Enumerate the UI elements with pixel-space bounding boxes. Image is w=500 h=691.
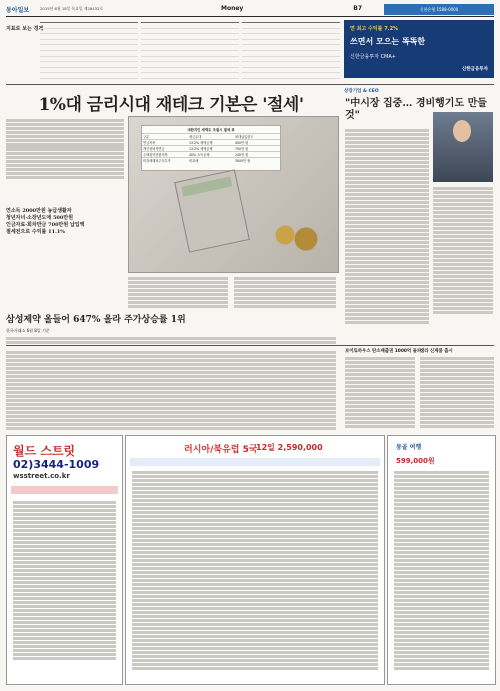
tax-cell: 13.2% 세액공제 — [189, 141, 213, 145]
ad-phone: 02)3444-1009 — [13, 458, 100, 471]
tax-cell: 비과세 — [189, 159, 199, 163]
ad-logo: 월드 스트릿 — [13, 444, 76, 458]
tax-table-row — [142, 133, 280, 139]
market-tables — [40, 22, 340, 80]
cma-banner-ad[interactable] — [344, 20, 494, 78]
tax-cell: 40% 소득공제 — [189, 153, 210, 157]
market-indicators-title: 지표로 보는 경제 — [6, 26, 44, 32]
tour-ad-title: 몽골 여행 — [396, 444, 422, 451]
banner-product: 신한금융투자 CMA+ — [350, 54, 396, 60]
ceo-portrait — [433, 112, 493, 182]
article-subhead — [6, 208, 124, 236]
travel-ad-title: 러시아/북유럽 5국 — [184, 445, 258, 455]
secondary-body — [6, 336, 336, 345]
tax-cell: 13.2% 세액공제 — [189, 147, 213, 151]
tax-cell: 비과세해외주식투자 — [143, 159, 171, 163]
tax-table-row — [142, 151, 280, 157]
article-body-col2 — [128, 276, 228, 309]
newspaper-brand: 동아일보 — [6, 7, 30, 14]
market-table — [242, 22, 340, 80]
lower-article-body — [6, 350, 336, 431]
tax-table-sheet — [141, 125, 281, 171]
section-title: Money — [221, 5, 244, 12]
calculator-image — [174, 169, 250, 252]
tax-cell: 연금저축 — [143, 141, 156, 145]
lower-divider — [6, 345, 494, 346]
tax-cell: 3000만 원 — [235, 159, 251, 163]
article-photo — [128, 116, 339, 273]
brief-title-2: 샘라 신제품 출시 — [420, 349, 453, 354]
right-headline: "中시장 집중… 경비행기도 만들것" — [345, 98, 487, 121]
tax-cell: 400만 원 — [235, 141, 249, 145]
market-table — [40, 22, 138, 80]
travel-ad[interactable] — [125, 435, 385, 685]
subhead-line-3: 인금자료·회차반금 700만원 납입액 — [6, 222, 85, 228]
header-ad[interactable]: 신한은행 1588-0000 — [384, 4, 494, 15]
tax-table-row — [142, 145, 280, 151]
page-number: B7 — [353, 5, 362, 12]
ad-stripe — [11, 486, 118, 494]
brief-title-1: 보이토하우스 탄소배출권 1000억 돌파 — [345, 349, 422, 354]
article-body-col1 — [6, 118, 124, 180]
tax-cell: 개인형퇴직연금 — [143, 147, 165, 151]
banner-headline: 쓰면서 모으는 똑똑한 — [350, 37, 426, 46]
tax-cell: 240만 원 — [235, 153, 249, 157]
subhead-line-2: 청년자녀·소장년도에 500만원 — [6, 215, 74, 221]
right-body-a — [345, 128, 429, 325]
article-body-col3 — [234, 276, 336, 309]
right-body-b — [433, 186, 493, 315]
tax-cell: 최대납입한도 — [235, 135, 254, 139]
tax-cell: 구분 — [143, 135, 150, 139]
ad-left-listing — [13, 500, 116, 661]
tax-cell: 세금우대 — [189, 135, 202, 139]
ad-website[interactable]: wsstreet.co.kr — [13, 472, 70, 480]
tax-table-title: 대한지인 세액도 조절시 절세 표 — [187, 128, 235, 132]
brief-body-2 — [420, 356, 494, 429]
tour-ad[interactable] — [387, 435, 496, 685]
banner-rate: 연 최고 수익률 7.2% — [350, 26, 399, 32]
ad-stripe — [130, 458, 380, 466]
tax-cell: 700만 원 — [235, 147, 249, 151]
tour-ad-listing — [394, 470, 489, 671]
section-divider — [6, 84, 494, 85]
right-kicker: 상장기업 & CEO — [344, 89, 379, 94]
secondary-subhead: 한국거래소 6월 8일 기준 — [6, 328, 50, 333]
travel-ad-price: 12일 2,590,000 — [256, 443, 323, 452]
subhead-line-4: 절세전으로 수익률 11.1% — [6, 229, 66, 235]
subhead-line-1: 연소득 2000만원 농급생활자 — [6, 208, 72, 214]
travel-ad-listing — [132, 470, 378, 671]
tax-table-row — [142, 139, 280, 145]
main-headline: 1%대 금리시대 재테크 기본은 '절세' — [38, 95, 304, 115]
tour-ad-price: 599,000원 — [396, 457, 435, 465]
issue-date: 2015년 6월 18일 목요일 제28432호 — [40, 6, 104, 11]
page-header — [6, 4, 494, 17]
brief-body-1 — [345, 356, 415, 429]
banner-company: 신한금융투자 — [461, 67, 488, 72]
world-street-ad[interactable] — [6, 435, 123, 685]
tax-table-row — [142, 157, 280, 163]
secondary-headline: 삼성제약 올들어 647% 올라 주가상승률 1위 — [6, 315, 186, 325]
market-table — [141, 22, 239, 80]
coins-image — [267, 215, 327, 255]
tax-cell: 주택청약종합저축 — [143, 153, 168, 157]
